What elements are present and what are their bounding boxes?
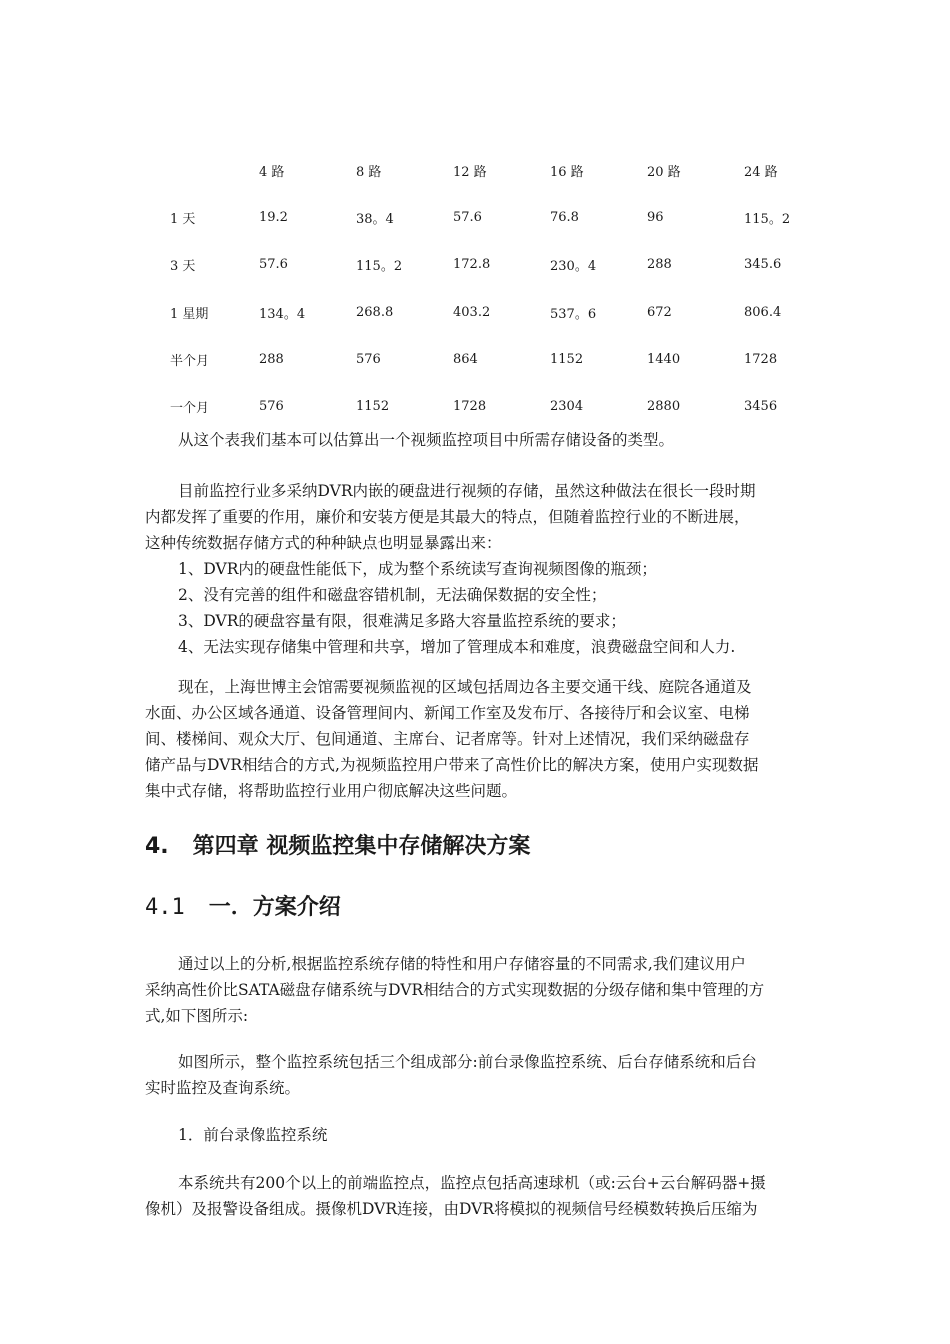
section-title: 一．方案介绍 [208, 895, 341, 920]
table-header-row [170, 147, 804, 194]
drawback-item: 2、没有完善的组件和磁盘容错机制，无法确保数据的安全性； [178, 586, 607, 604]
table-header-cell: 20 路 [647, 165, 681, 181]
subsection-heading [145, 1122, 807, 1148]
text-line: 式,如下图所示: [145, 1007, 249, 1025]
table-cell: 134。4 [259, 306, 306, 322]
table-row-label: 3 天 [170, 259, 196, 275]
table-cell: 115。2 [744, 212, 791, 228]
table-cell: 96 [647, 210, 664, 226]
table-row-label: 1 天 [170, 212, 196, 228]
chapter-title: 第四章 视频监控集中存储解决方案 [192, 834, 531, 859]
text-line: 通过以上的分析,根据监控系统存储的特性和用户存储容量的不同需求,我们建议用户 [178, 955, 746, 973]
section-number: 4.1 [145, 895, 185, 920]
chapter-heading [145, 829, 530, 860]
table-note-paragraph [145, 427, 807, 453]
text-line: 如图所示，整个监控系统包括三个组成部分:前台录像监控系统、后台存储系统和后台 [178, 1053, 757, 1071]
table-header-cell: 16 路 [550, 165, 584, 181]
table-cell: 576 [356, 351, 381, 367]
table-cell: 1152 [356, 399, 390, 415]
table-header-cell [170, 147, 259, 194]
storage-capacity-table [170, 147, 804, 430]
text-line: 从这个表我们基本可以估算出一个视频监控项目中所需存储设备的类型。 [178, 431, 675, 449]
drawback-item: 3、DVR的硬盘容量有限，很难满足多路大容量监控系统的要求； [178, 612, 626, 630]
table-cell: 1152 [550, 351, 584, 367]
table-cell: 537。6 [550, 306, 597, 322]
text-line: 内都发挥了重要的作用，廉价和安装方便是其最大的特点，但随着监控行业的不断进展， [145, 508, 750, 526]
table-cell: 76.8 [550, 210, 579, 226]
text-line: 目前监控行业多采纳DVR内嵌的硬盘进行视频的存储，虽然这种做法在很长一段时期 [178, 482, 756, 500]
text-line: 间、楼梯间、观众大厅、包间通道、主席台、记者席等。针对上述情况，我们采纳磁盘存 [145, 730, 750, 748]
table-cell: 1728 [453, 399, 487, 415]
table-header-cell: 4 路 [259, 165, 285, 181]
table-row [170, 289, 804, 336]
text-line: 采纳高性价比SATA磁盘存储系统与DVR相结合的方式实现数据的分级存储和集中管理的方 [145, 981, 765, 999]
table-cell: 672 [647, 304, 672, 320]
section-heading [145, 890, 341, 921]
table-cell: 19.2 [259, 210, 288, 226]
chapter-number: 4. [145, 834, 169, 859]
table-header-cell: 8 路 [356, 165, 382, 181]
table-cell: 1440 [647, 351, 681, 367]
text-line: 现在，上海世博主会馆需要视频监视的区域包括周边各主要交通干线、庭院各通道及 [178, 678, 752, 696]
current-practice-paragraph [145, 478, 807, 660]
text-line: 本系统共有200个以上的前端监控点，监控点包括高速球机（或:云台+云台解码器+摄 [178, 1174, 766, 1192]
table-cell: 806.4 [744, 304, 782, 320]
table-cell: 115。2 [356, 259, 403, 275]
table-cell: 57.6 [453, 210, 482, 226]
table-cell: 2880 [647, 399, 681, 415]
table-cell: 2304 [550, 399, 584, 415]
table-row-label: 1 星期 [170, 306, 209, 322]
table-cell: 230。4 [550, 259, 597, 275]
system-paragraph [145, 1170, 807, 1222]
table-cell: 3456 [744, 399, 778, 415]
text-line: 水面、办公区域各通道、设备管理间内、新闻工作室及发布厅、各接待厅和会议室、电梯 [145, 704, 750, 722]
table-cell: 864 [453, 351, 478, 367]
table-cell: 288 [259, 351, 284, 367]
shanghai-expo-paragraph [145, 674, 807, 804]
subsection-title: 1．前台录像监控系统 [178, 1126, 328, 1144]
text-line: 储产品与DVR相结合的方式,为视频监控用户带来了高性价比的解决方案，使用户实现数据 [145, 756, 759, 774]
components-paragraph [145, 1049, 807, 1101]
table-cell: 57.6 [259, 257, 288, 273]
table-header-cell: 24 路 [744, 165, 778, 181]
table-row-label: 半个月 [170, 353, 210, 369]
table-row [170, 194, 804, 241]
table-cell: 172.8 [453, 257, 491, 273]
table-row [170, 241, 804, 288]
table-cell: 288 [647, 257, 672, 273]
text-line: 这种传统数据存储方式的种种缺点也明显暴露出来： [145, 534, 502, 552]
table-row [170, 336, 804, 383]
table-cell: 38。4 [356, 212, 394, 228]
drawback-item: 4、无法实现存储集中管理和共享，增加了管理成本和难度，浪费磁盘空间和人力. [178, 638, 736, 656]
text-line: 像机）及报警设备组成。摄像机DVR连接，由DVR将模拟的视频信号经模数转换后压缩为 [145, 1200, 758, 1218]
drawback-item: 1、DVR内的硬盘性能低下，成为整个系统读写查询视频图像的瓶颈； [178, 560, 657, 578]
table-cell: 268.8 [356, 304, 394, 320]
table-header-cell: 12 路 [453, 165, 487, 181]
table-cell: 1728 [744, 351, 778, 367]
table-row [170, 383, 804, 430]
table-row-label: 一个月 [170, 401, 210, 417]
text-line: 集中式存储，将帮助监控行业用户彻底解决这些问题。 [145, 782, 518, 800]
table-cell: 345.6 [744, 257, 782, 273]
table-cell: 576 [259, 399, 284, 415]
table-cell: 403.2 [453, 304, 491, 320]
analysis-paragraph [145, 951, 807, 1029]
text-line: 实时监控及查询系统。 [145, 1079, 301, 1097]
